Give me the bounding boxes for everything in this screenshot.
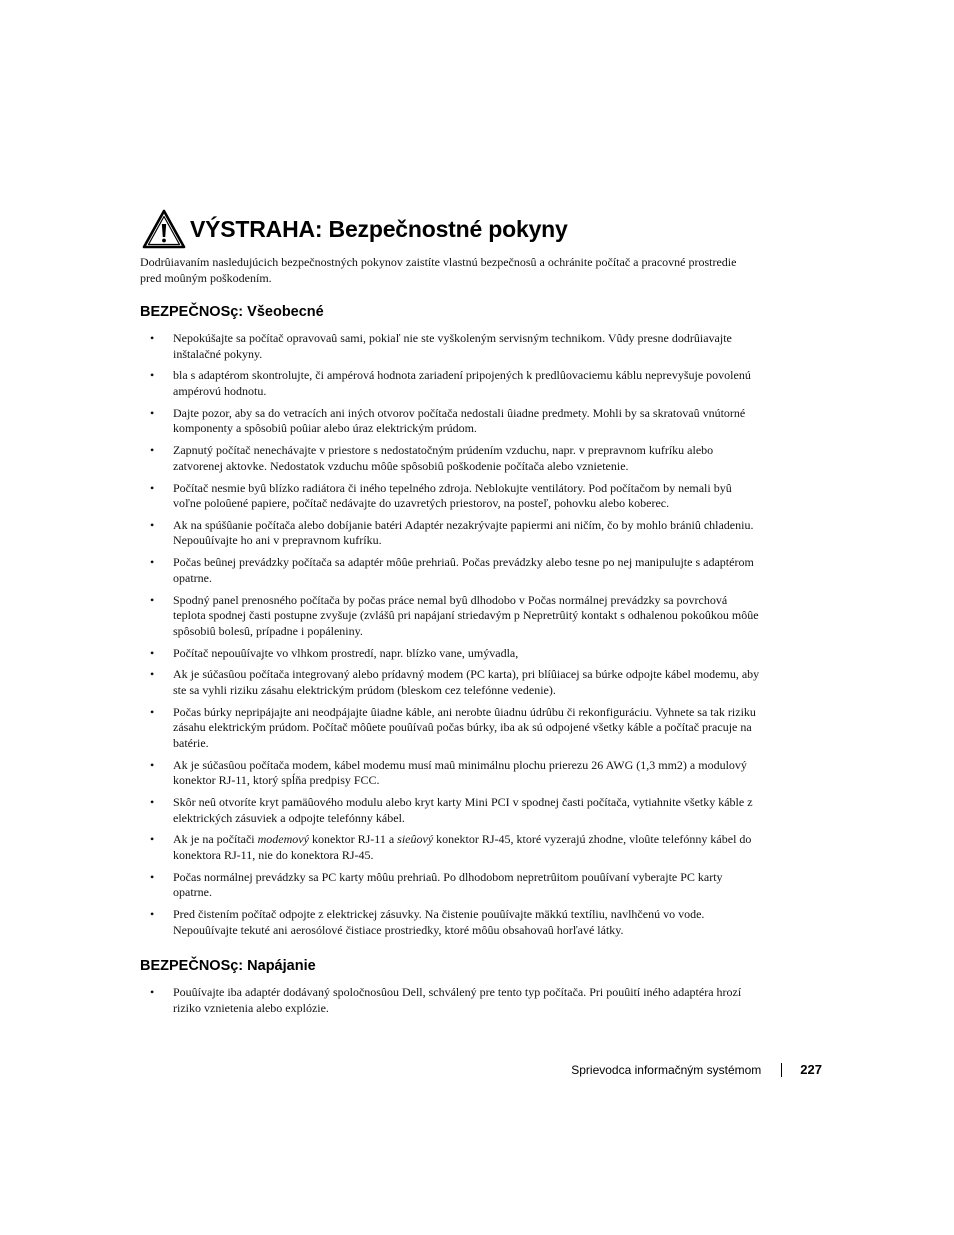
list-item: • Počas beûnej prevádzky počítača sa adaptér môûe prehriaû. Počas prevádzky alebo tesne po nej manipulujte s adaptérom opatrne. <box>150 555 754 585</box>
warning-triangle-icon <box>142 209 186 249</box>
bullet-icon: • <box>150 645 155 660</box>
list-item: • Ak je súčasûou počítača integrovaný alebo prídavný modem (PC karta), pri blíûiacej sa búrke odpojte kábel modemu, aby ste sa vyhli riziku zásahu elektrickým prúdom (bleskom cez telefónne vedenie). <box>150 667 760 697</box>
bullet-icon: • <box>150 667 155 682</box>
general-safety-list <box>140 331 762 945</box>
page-number: 227 <box>800 1062 822 1077</box>
footer-divider <box>781 1063 782 1077</box>
bullet-icon: • <box>150 405 155 420</box>
list-item: • Zapnutý počítač nenechávajte v priestore s nedostatočným prúdením vzduchu, napr. v prepravnom kufríku alebo zatvorenej aktovke. Nedostatok vzduchu môûe spôsobiû poškodenie počítača alebo vznietenie. <box>150 443 714 473</box>
bullet-icon: • <box>150 704 155 719</box>
bullet-icon: • <box>150 555 155 570</box>
bullet-icon: • <box>150 517 155 532</box>
list-item: • Dajte pozor, aby sa do vetracích ani iných otvorov počítača nedostali ûiadne predmety. Mohli by sa skratovaû vnútorné komponenty a spôsobiû poûiar alebo úraz elektrickým prúdom. <box>150 405 746 436</box>
bullet-icon: • <box>150 368 155 383</box>
list-item: • Počas normálnej prevádzky sa PC karty môûu prehriaû. Po dlhodobom nepretrûitom pouûívaní vyberajte PC karty opatrne. <box>150 869 723 900</box>
list-item: • Počítač nesmie byû blízko radiátora či iného tepelného zdroja. Neblokujte ventilátory. Pod počítačom by nemali byû voľne poloûené papiere, počítač nedávajte do uzavretých priestorov, na posteľ, pohovku alebo koberec. <box>150 480 732 511</box>
bullet-icon: • <box>150 757 155 772</box>
list-item: • Ak na spúšûanie počítača alebo dobíjanie batéri Adaptér nezakrývajte papiermi ani ničím, čo by mohlo brániû chladeniu. Nepouûívajte ho ani v prepravnom kufríku. <box>150 517 754 548</box>
section-heading-power: BEZPEČNOSç: Napájanie <box>140 958 316 974</box>
list-item: • Spodný panel prenosného počítača by počas práce nemal byû dlhodobo v Počas normálnej prevádzky sa povrchová teplota spodnej časti postupne zvyšuje (zvlášû pri napájaní striedavým p Nepretrûitý kontakt s odhalenou pokoûkou môûe spôsobiû bolesû, prípadne i popáleniny. <box>150 592 759 638</box>
footer-title: Sprievodca informačným systémom <box>571 1062 762 1077</box>
bullet-icon: • <box>150 480 155 495</box>
bullet-icon: • <box>150 795 155 810</box>
page-title: VÝSTRAHA: Bezpečnostné pokyny <box>190 215 568 242</box>
page-footer <box>540 1062 822 1077</box>
list-item: • Skôr neû otvoríte kryt pamäûového modulu alebo kryt karty Mini PCI v spodnej časti počítača, vytiahnite všetky káble z elektrických zásuviek a odpojte telefónny kábel. <box>150 795 753 825</box>
title-row <box>142 208 568 250</box>
list-item: • Pred čistením počítač odpojte z elektrickej zásuvky. Na čistenie pouûívajte mäkkú textíliu, navlhčenú vo vode. Nepouûívajte tekuté ani aerosólové čistiace prostriedky, ktoré môûu obsahovaû horľavé látky. <box>150 907 705 937</box>
intro-paragraph: Dodrûiavaním nasledujúcich bezpečnostných pokynov zaistíte vlastnú bezpečnosû a ochránite počítač a pracovné prostredie pred moûným poškodením. <box>140 255 737 285</box>
bullet-icon: • <box>150 907 155 922</box>
list-item: • Ak je na počítači modemový konektor RJ-11 a sieûový konektor RJ-45, ktoré vyzerajú zhodne, vloûte telefónny kábel do konektora RJ-11, nie do konektora RJ-45. <box>150 832 752 863</box>
list-item: • bla s adaptérom skontrolujte, či ampérová hodnota zariadení pripojených k predlûovaciemu káblu neprevyšuje povolenú ampérovú hodnotu. <box>150 368 751 398</box>
bullet-icon: • <box>150 869 155 884</box>
bullet-icon: • <box>150 985 155 999</box>
bullet-icon: • <box>150 832 155 847</box>
bullet-icon: • <box>150 331 155 345</box>
list-item: • Ak je súčasûou počítača modem, kábel modemu musí maû minimálnu plochu prierezu 26 AWG (1,3 mm2) a modulový konektor RJ-11, ktorý spĺňa predpisy FCC. <box>150 757 747 788</box>
list-item: • Pouûívajte iba adaptér dodávaný spoločnosûou Dell, schválený pre tento typ počítača. Pri pouûití iného adaptéra hrozí riziko vznietenia alebo explózie. <box>150 985 742 1015</box>
section-heading-general: BEZPEČNOSç: Všeobecné <box>140 304 324 320</box>
list-item: • Počas búrky nepripájajte ani neodpájajte ûiadne káble, ani nerobte ûiadnu údrûbu či rekonfiguráciu. Vyhnete sa tak riziku zásahu elektrickým prúdom. Počítač môûete pouûívaû počas búrky, iba ak sú odpojené všetky káble a počítač pracuje na batérie. <box>150 704 756 750</box>
power-safety-list <box>140 985 762 1022</box>
list-item: • Počítač nepouûívajte vo vlhkom prostredí, napr. blízko vane, umývadla, <box>150 645 519 660</box>
bullet-icon: • <box>150 592 155 607</box>
bullet-icon: • <box>150 443 155 458</box>
list-item: • Nepokúšajte sa počítač opravovaû sami, pokiaľ nie ste vyškoleným servisným technikom. Vûdy presne dodrûiavajte inštalačné pokyny. <box>150 331 732 361</box>
